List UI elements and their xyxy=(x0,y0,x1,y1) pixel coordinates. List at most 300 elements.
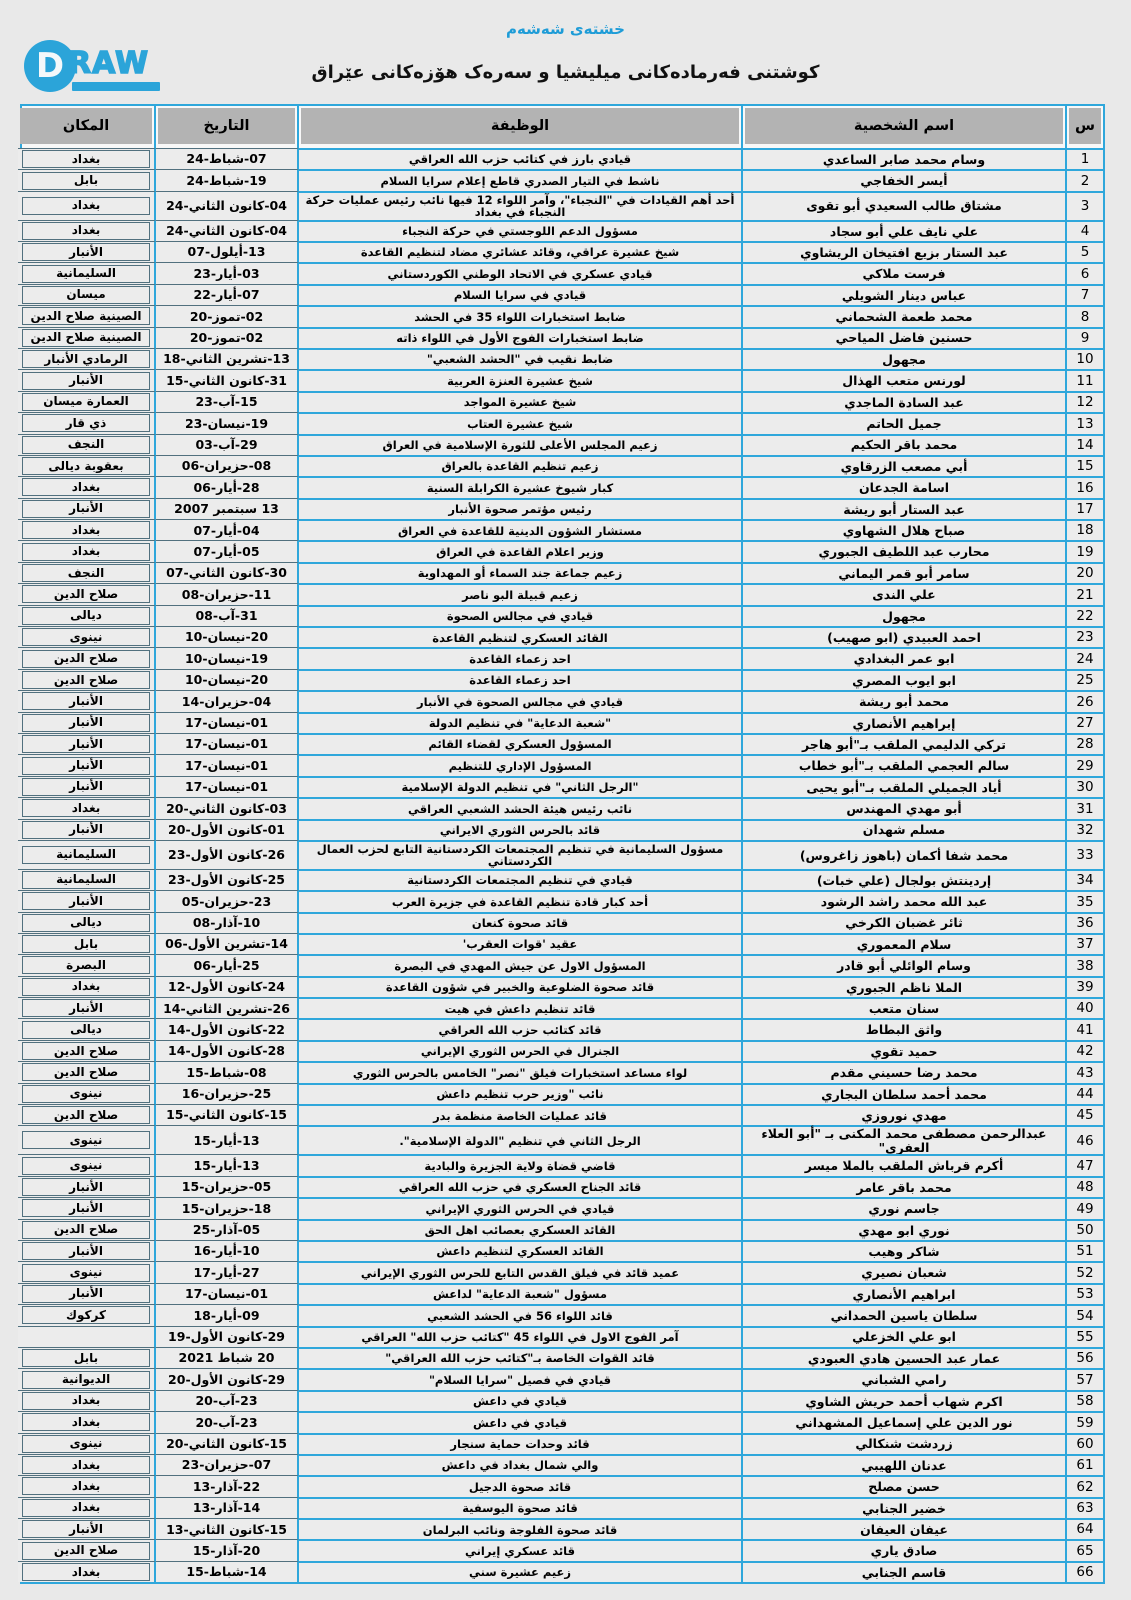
place-box: الأنبار xyxy=(22,735,150,753)
person-name-cell: أيسر الخفاجي xyxy=(743,169,1067,190)
row-number-cell: 10 xyxy=(1067,348,1103,369)
table-row xyxy=(22,954,1103,975)
person-name-cell: تركي الدليمي الملقب بـ"أبو هاجر xyxy=(743,733,1067,754)
row-number-cell: 9 xyxy=(1067,327,1103,348)
event-place-cell xyxy=(18,976,156,997)
person-role-cell: القائد العسكري لتنظيم القاعدة xyxy=(299,626,743,647)
event-place-cell xyxy=(18,1326,156,1347)
person-name-cell: عبد الستار بزيع افتيخان الريشاوي xyxy=(743,241,1067,262)
event-date-cell: 28-كانون الأول-14 xyxy=(156,1040,299,1061)
table-row xyxy=(22,348,1103,369)
place-box: صلاح الدين xyxy=(22,1063,150,1081)
person-role-cell: المسؤول الإداري للتنظيم xyxy=(299,754,743,775)
event-date-cell: 13-أيلول-07 xyxy=(156,241,299,262)
event-place-cell xyxy=(18,540,156,561)
event-place-cell xyxy=(18,562,156,583)
row-number-cell: 15 xyxy=(1067,455,1103,476)
place-box xyxy=(22,1328,150,1346)
row-number-cell: 2 xyxy=(1067,169,1103,190)
person-role-cell: مسؤول السليمانية في تنظيم المجتمعات الكردستانية التابع لحزب العمال الكردستاني xyxy=(299,840,743,869)
event-date-cell: 02-تموز-20 xyxy=(156,305,299,326)
person-name-cell: حميد تقوي xyxy=(743,1040,1067,1061)
page-subtitle: کوشتنی فەرمادەکانی میلیشیا و سەرەک هۆزەکانی عێراق xyxy=(311,62,820,83)
person-role-cell: القائد العسكري لتنظيم داعش xyxy=(299,1240,743,1261)
place-box: كركوك xyxy=(22,1306,150,1324)
person-name-cell: مسلم شهدان xyxy=(743,819,1067,840)
event-place-cell xyxy=(18,519,156,540)
place-box: ديالى xyxy=(22,1021,150,1039)
person-name-cell: سلطان ياسين الحمداني xyxy=(743,1304,1067,1325)
event-place-cell xyxy=(18,262,156,283)
header-name-label: اسم الشخصية xyxy=(745,108,1063,144)
person-role-cell: قائد صحوة كنعان xyxy=(299,912,743,933)
event-date-cell: 01-نيسان-17 xyxy=(156,712,299,733)
event-place-cell xyxy=(18,1347,156,1368)
person-role-cell: قائد عمليات الخاصة منظمة بدر xyxy=(299,1104,743,1125)
event-place-cell xyxy=(18,241,156,262)
place-box: نينوى xyxy=(22,1157,150,1175)
person-role-cell: قيادي في داعش xyxy=(299,1411,743,1432)
table-row xyxy=(22,869,1103,890)
event-date-cell: 14-تشرين الأول-06 xyxy=(156,933,299,954)
event-date-cell: 01-نيسان-17 xyxy=(156,733,299,754)
row-number-cell: 55 xyxy=(1067,1326,1103,1347)
place-box: ميسان xyxy=(22,286,150,304)
event-date-cell: 31-آب-08 xyxy=(156,605,299,626)
event-place-cell xyxy=(18,412,156,433)
event-date-cell: 15-كانون الثاني-20 xyxy=(156,1433,299,1454)
event-place-cell xyxy=(18,669,156,690)
event-place-cell xyxy=(18,455,156,476)
table-row xyxy=(22,1197,1103,1218)
person-name-cell: عدنان اللهيبي xyxy=(743,1454,1067,1475)
event-date-cell: 25-كانون الأول-23 xyxy=(156,869,299,890)
event-date-cell: 14-شباط-15 xyxy=(156,1561,299,1582)
person-name-cell: محمد باقر الحكيم xyxy=(743,434,1067,455)
table-row xyxy=(22,1368,1103,1389)
table-row xyxy=(22,1497,1103,1518)
row-number-cell: 17 xyxy=(1067,498,1103,519)
event-place-cell xyxy=(18,1154,156,1175)
table-row xyxy=(22,1539,1103,1560)
person-role-cell: قائد صحوة الفلوجة ونائب البرلمان xyxy=(299,1518,743,1539)
person-role-cell: المسؤول الاول عن جيش المهدي في البصرة xyxy=(299,954,743,975)
event-place-cell xyxy=(18,1475,156,1496)
person-name-cell: الملا ناظم الجبوري xyxy=(743,976,1067,997)
event-place-cell xyxy=(18,869,156,890)
person-role-cell: قائد اللواء 56 في الحشد الشعبي xyxy=(299,1304,743,1325)
person-name-cell: احمد العبيدي (ابو صهيب) xyxy=(743,626,1067,647)
place-box: بغداد xyxy=(22,197,150,215)
table-row xyxy=(22,1018,1103,1039)
person-role-cell: قائد كتائب حزب الله العراقي xyxy=(299,1018,743,1039)
row-number-cell: 63 xyxy=(1067,1497,1103,1518)
place-box: صلاح الدين xyxy=(22,671,150,689)
table-row xyxy=(22,369,1103,390)
row-number-cell: 5 xyxy=(1067,241,1103,262)
event-place-cell xyxy=(18,1304,156,1325)
event-date-cell: 02-تموز-20 xyxy=(156,327,299,348)
event-place-cell xyxy=(18,1018,156,1039)
event-place-cell xyxy=(18,626,156,647)
person-name-cell: شاكر وهيب xyxy=(743,1240,1067,1261)
event-place-cell xyxy=(18,220,156,241)
place-box: الأنبار xyxy=(22,243,150,261)
event-place-cell xyxy=(18,712,156,733)
table-row xyxy=(22,1475,1103,1496)
place-box: الأنبار xyxy=(22,1520,150,1538)
person-name-cell: سنان متعب xyxy=(743,997,1067,1018)
person-role-cell: الرجل الثاني في تنظيم "الدولة الإسلامية". xyxy=(299,1125,743,1154)
row-number-cell: 58 xyxy=(1067,1390,1103,1411)
person-role-cell: "شعبة الدعاية" في تنظيم الدولة xyxy=(299,712,743,733)
event-date-cell: 10-أيار-16 xyxy=(156,1240,299,1261)
row-number-cell: 50 xyxy=(1067,1219,1103,1240)
row-number-cell: 31 xyxy=(1067,797,1103,818)
table-row xyxy=(22,733,1103,754)
event-place-cell xyxy=(18,819,156,840)
table-row xyxy=(22,1454,1103,1475)
row-number-cell: 8 xyxy=(1067,305,1103,326)
table-row xyxy=(22,690,1103,711)
table-row xyxy=(22,1411,1103,1432)
event-place-cell xyxy=(18,1083,156,1104)
person-role-cell: ناشط في التيار الصدري قاطع إعلام سرايا السلام xyxy=(299,169,743,190)
row-number-cell: 52 xyxy=(1067,1261,1103,1282)
table-row xyxy=(22,476,1103,497)
row-number-cell: 41 xyxy=(1067,1018,1103,1039)
person-name-cell: أبو مهدي المهندس xyxy=(743,797,1067,818)
event-date-cell: 29-كانون الأول-20 xyxy=(156,1368,299,1389)
person-name-cell: شعبان نصيري xyxy=(743,1261,1067,1282)
person-name-cell: نوري ابو مهدي xyxy=(743,1219,1067,1240)
table-row xyxy=(22,1518,1103,1539)
row-number-cell: 47 xyxy=(1067,1154,1103,1175)
table-row xyxy=(22,1154,1103,1175)
event-place-cell xyxy=(18,912,156,933)
table-row xyxy=(22,797,1103,818)
place-box: الأنبار xyxy=(22,999,150,1017)
person-role-cell: قيادي بارز في كتائب حزب الله العراقي xyxy=(299,148,743,169)
event-date-cell: 20-نيسان-10 xyxy=(156,669,299,690)
place-box: الديوانية xyxy=(22,1371,150,1389)
event-date-cell: 26-كانون الأول-23 xyxy=(156,840,299,869)
place-box: بغداد xyxy=(22,1413,150,1431)
table-row xyxy=(22,819,1103,840)
table-row xyxy=(22,1104,1103,1125)
row-number-cell: 54 xyxy=(1067,1304,1103,1325)
row-number-cell: 29 xyxy=(1067,754,1103,775)
event-place-cell xyxy=(18,1539,156,1560)
event-date-cell: 01-نيسان-17 xyxy=(156,776,299,797)
event-place-cell xyxy=(18,690,156,711)
person-role-cell: قيادي في الحرس الثوري الإيراني xyxy=(299,1197,743,1218)
person-role-cell: المسؤول العسكري لقضاء القائم xyxy=(299,733,743,754)
row-number-cell: 20 xyxy=(1067,562,1103,583)
person-role-cell: نائب رئيس هيئة الحشد الشعبي العراقي xyxy=(299,797,743,818)
event-place-cell xyxy=(18,1104,156,1125)
event-date-cell: 19-نيسان-23 xyxy=(156,412,299,433)
person-name-cell: صادق ياري xyxy=(743,1539,1067,1560)
place-box: الأنبار xyxy=(22,757,150,775)
row-number-cell: 66 xyxy=(1067,1561,1103,1582)
table-row xyxy=(22,284,1103,305)
place-box: الأنبار xyxy=(22,714,150,732)
person-role-cell: قيادي عسكري في الاتحاد الوطني الكوردستاني xyxy=(299,262,743,283)
event-date-cell: 04-حزيران-14 xyxy=(156,690,299,711)
row-number-cell: 23 xyxy=(1067,626,1103,647)
event-place-cell xyxy=(18,776,156,797)
event-date-cell: 04-أيار-07 xyxy=(156,519,299,540)
table-row xyxy=(22,148,1103,169)
place-box: الأنبار xyxy=(22,892,150,910)
row-number-cell: 21 xyxy=(1067,583,1103,604)
event-date-cell: 29-كانون الأول-19 xyxy=(156,1326,299,1347)
person-name-cell: علي نايف علي أبو سجاد xyxy=(743,220,1067,241)
event-place-cell xyxy=(18,1390,156,1411)
table-row xyxy=(22,305,1103,326)
table-header-row xyxy=(22,106,1103,148)
table-row xyxy=(22,1433,1103,1454)
place-box: بغداد xyxy=(22,978,150,996)
person-role-cell: شيخ عشيرة العتاب xyxy=(299,412,743,433)
table-row xyxy=(22,933,1103,954)
table-row xyxy=(22,976,1103,997)
row-number-cell: 25 xyxy=(1067,669,1103,690)
event-place-cell xyxy=(18,1240,156,1261)
person-role-cell: آمر الفوج الاول في اللواء 45 "كتائب حزب الله" العراقي xyxy=(299,1326,743,1347)
person-role-cell: قائد عسكري إيراني xyxy=(299,1539,743,1560)
row-number-cell: 14 xyxy=(1067,434,1103,455)
table-row xyxy=(22,262,1103,283)
person-name-cell: جاسم نوري xyxy=(743,1197,1067,1218)
person-name-cell: إردينتش بولجال (علي خبات) xyxy=(743,869,1067,890)
header-cell-role xyxy=(299,106,743,148)
person-name-cell: أياد الجميلي الملقب بـ"أبو يحيى xyxy=(743,776,1067,797)
event-place-cell xyxy=(18,1454,156,1475)
header-cell-date xyxy=(156,106,299,148)
person-name-cell: ابو ايوب المصري xyxy=(743,669,1067,690)
person-role-cell: قائد صحوة الضلوعية والخبير في شؤون القاعدة xyxy=(299,976,743,997)
person-name-cell: علي الندى xyxy=(743,583,1067,604)
person-role-cell: قائد القوات الخاصة بـ"كتائب حزب الله العراقي" xyxy=(299,1347,743,1368)
event-place-cell xyxy=(18,933,156,954)
header-cell-name xyxy=(743,106,1067,148)
place-box: السليمانية xyxy=(22,846,150,864)
place-box: بغداد xyxy=(22,1456,150,1474)
person-name-cell: واثق البطاط xyxy=(743,1018,1067,1039)
person-role-cell: زعيم تنظيم القاعدة بالعراق xyxy=(299,455,743,476)
person-name-cell: مجهول xyxy=(743,605,1067,626)
place-box: الأنبار xyxy=(22,500,150,518)
row-number-cell: 12 xyxy=(1067,391,1103,412)
table-row xyxy=(22,1083,1103,1104)
row-number-cell: 35 xyxy=(1067,890,1103,911)
event-place-cell xyxy=(18,1497,156,1518)
person-role-cell: قائد بالحرس الثوري الايراني xyxy=(299,819,743,840)
table-row xyxy=(22,455,1103,476)
event-date-cell: 23-آب-20 xyxy=(156,1411,299,1432)
logo-tagline-banner xyxy=(72,82,160,91)
person-role-cell: ضابط استخبارات اللواء 35 في الحشد xyxy=(299,305,743,326)
row-number-cell: 64 xyxy=(1067,1518,1103,1539)
person-name-cell: ابو عمر البغدادي xyxy=(743,647,1067,668)
person-name-cell: نور الدين علي إسماعيل المشهداني xyxy=(743,1411,1067,1432)
row-number-cell: 60 xyxy=(1067,1433,1103,1454)
person-role-cell: شيخ عشيرة المواجد xyxy=(299,391,743,412)
person-name-cell: ثائر غضبان الكرخي xyxy=(743,912,1067,933)
place-box: الرمادي الأنبار xyxy=(22,350,150,368)
event-date-cell: 11-حزيران-08 xyxy=(156,583,299,604)
person-role-cell: زعيم قبيلة البو ناصر xyxy=(299,583,743,604)
event-place-cell xyxy=(18,1219,156,1240)
person-name-cell: خضير الجنابي xyxy=(743,1497,1067,1518)
place-box: بغداد xyxy=(22,150,150,168)
event-place-cell xyxy=(18,169,156,190)
person-name-cell: قاسم الجنابي xyxy=(743,1561,1067,1582)
person-role-cell: قيادي في داعش xyxy=(299,1390,743,1411)
table-row xyxy=(22,997,1103,1018)
event-date-cell: 15-كانون الثاني-13 xyxy=(156,1518,299,1539)
table-row xyxy=(22,412,1103,433)
event-date-cell: 27-أيار-17 xyxy=(156,1261,299,1282)
event-date-cell: 13-أيار-15 xyxy=(156,1125,299,1154)
event-date-cell: 10-آذار-08 xyxy=(156,912,299,933)
row-number-cell: 36 xyxy=(1067,912,1103,933)
person-name-cell: محمد أحمد سلطان البجاري xyxy=(743,1083,1067,1104)
table-row xyxy=(22,241,1103,262)
person-role-cell: والي شمال بغداد في داعش xyxy=(299,1454,743,1475)
place-box: البصرة xyxy=(22,956,150,974)
event-date-cell: 05-آذار-25 xyxy=(156,1219,299,1240)
person-name-cell: مشتاق طالب السعيدي أبو تقوى xyxy=(743,191,1067,220)
event-date-cell: 19-نيسان-10 xyxy=(156,647,299,668)
event-place-cell xyxy=(18,1176,156,1197)
person-role-cell: قائد وحدات حماية سنجار xyxy=(299,1433,743,1454)
person-name-cell: عبد السادة الماجدي xyxy=(743,391,1067,412)
table-row xyxy=(22,647,1103,668)
event-date-cell: 01-كانون الأول-20 xyxy=(156,819,299,840)
place-box: النجف xyxy=(22,436,150,454)
person-role-cell: قيادي في مجالس الصحوة في الأنبار xyxy=(299,690,743,711)
person-role-cell: مستشار الشؤون الدينية للقاعدة في العراق xyxy=(299,519,743,540)
place-box: بغداد xyxy=(22,1563,150,1581)
event-date-cell: 13-تشرين الثاني-18 xyxy=(156,348,299,369)
table-row xyxy=(22,605,1103,626)
header-role-label: الوظيفة xyxy=(301,108,739,144)
person-name-cell: ابراهيم الأنصاري xyxy=(743,1283,1067,1304)
person-role-cell: عقيد 'قوات العقرب' xyxy=(299,933,743,954)
table-row xyxy=(22,840,1103,869)
header-cell-number xyxy=(1067,106,1103,148)
event-date-cell: 15-آب-23 xyxy=(156,391,299,412)
person-role-cell: زعيم جماعة جند السماء أو المهداوية xyxy=(299,562,743,583)
place-box: بغداد xyxy=(22,478,150,496)
row-number-cell: 44 xyxy=(1067,1083,1103,1104)
place-box: بغداد xyxy=(22,1477,150,1495)
event-date-cell: 07-حزيران-23 xyxy=(156,1454,299,1475)
table-row xyxy=(22,626,1103,647)
table-row xyxy=(22,540,1103,561)
person-name-cell: عباس دينار الشويلي xyxy=(743,284,1067,305)
place-box: صلاح الدين xyxy=(22,1042,150,1060)
event-place-cell xyxy=(18,583,156,604)
place-box: الأنبار xyxy=(22,692,150,710)
row-number-cell: 51 xyxy=(1067,1240,1103,1261)
person-name-cell: وسام محمد صابر الساعدي xyxy=(743,148,1067,169)
row-number-cell: 42 xyxy=(1067,1040,1103,1061)
person-role-cell: أحد أهم القيادات في "النجباء"، وآمر اللواء 12 فيها نائب رئيس عمليات حركة النجباء في بغداد xyxy=(299,191,743,220)
person-name-cell: عيفان العيفان xyxy=(743,1518,1067,1539)
person-name-cell: فرست ملاكي xyxy=(743,262,1067,283)
person-role-cell: نائب "وزير حرب تنظيم داعش xyxy=(299,1083,743,1104)
table-row xyxy=(22,1561,1103,1582)
event-place-cell xyxy=(18,733,156,754)
person-name-cell: محمد أبو ريشة xyxy=(743,690,1067,711)
person-role-cell: قائد صحوة الدجيل xyxy=(299,1475,743,1496)
event-place-cell xyxy=(18,840,156,869)
person-role-cell: لواء مساعد استخبارات فيلق "نصر" الخامس بالحرس الثوري xyxy=(299,1061,743,1082)
place-box: الأنبار xyxy=(22,372,150,390)
place-box: بابل xyxy=(22,172,150,190)
table-row xyxy=(22,1283,1103,1304)
place-box: بغداد xyxy=(22,1392,150,1410)
event-place-cell xyxy=(18,1518,156,1539)
header-date-label: التاريخ xyxy=(158,108,295,144)
event-date-cell: 04-كانون الثاني-24 xyxy=(156,220,299,241)
row-number-cell: 1 xyxy=(1067,148,1103,169)
table-row xyxy=(22,1040,1103,1061)
person-name-cell: مهدي نوروزي xyxy=(743,1104,1067,1125)
event-place-cell xyxy=(18,1061,156,1082)
row-number-cell: 46 xyxy=(1067,1125,1103,1154)
event-date-cell: 22-كانون الأول-14 xyxy=(156,1018,299,1039)
event-place-cell xyxy=(18,191,156,220)
table-row xyxy=(22,1304,1103,1325)
event-place-cell xyxy=(18,1040,156,1061)
event-date-cell: 23-حزيران-05 xyxy=(156,890,299,911)
person-name-cell: أبي مصعب الزرقاوي xyxy=(743,455,1067,476)
person-name-cell: محمد باقر عامر xyxy=(743,1176,1067,1197)
row-number-cell: 16 xyxy=(1067,476,1103,497)
table-body xyxy=(22,148,1103,1582)
event-date-cell: 25-حزيران-16 xyxy=(156,1083,299,1104)
place-box: ديالى xyxy=(22,607,150,625)
person-role-cell: شيخ عشيرة عراقي، وقائد عشائري مضاد لتنظيم القاعدة xyxy=(299,241,743,262)
place-box: صلاح الدين xyxy=(22,1542,150,1560)
table-row xyxy=(22,1240,1103,1261)
row-number-cell: 18 xyxy=(1067,519,1103,540)
event-place-cell xyxy=(18,997,156,1018)
event-place-cell xyxy=(18,348,156,369)
person-role-cell: وزير اعلام القاعدة في العراق xyxy=(299,540,743,561)
place-box: صلاح الدين xyxy=(22,1106,150,1124)
person-role-cell: ضابط نقيب في "الحشد الشعبي" xyxy=(299,348,743,369)
event-place-cell xyxy=(18,1283,156,1304)
row-number-cell: 59 xyxy=(1067,1411,1103,1432)
header-place-label: المكان xyxy=(20,108,152,144)
person-role-cell: مسؤول الدعم اللوجستي في حركة النجباء xyxy=(299,220,743,241)
person-role-cell: رئيس مؤتمر صحوة الأنبار xyxy=(299,498,743,519)
event-date-cell: 25-أيار-06 xyxy=(156,954,299,975)
place-box: بغداد xyxy=(22,222,150,240)
place-box: ديالى xyxy=(22,914,150,932)
event-date-cell: 23-آب-20 xyxy=(156,1390,299,1411)
place-box: النجف xyxy=(22,564,150,582)
table-row xyxy=(22,669,1103,690)
table-row xyxy=(22,1061,1103,1082)
event-place-cell xyxy=(18,1125,156,1154)
